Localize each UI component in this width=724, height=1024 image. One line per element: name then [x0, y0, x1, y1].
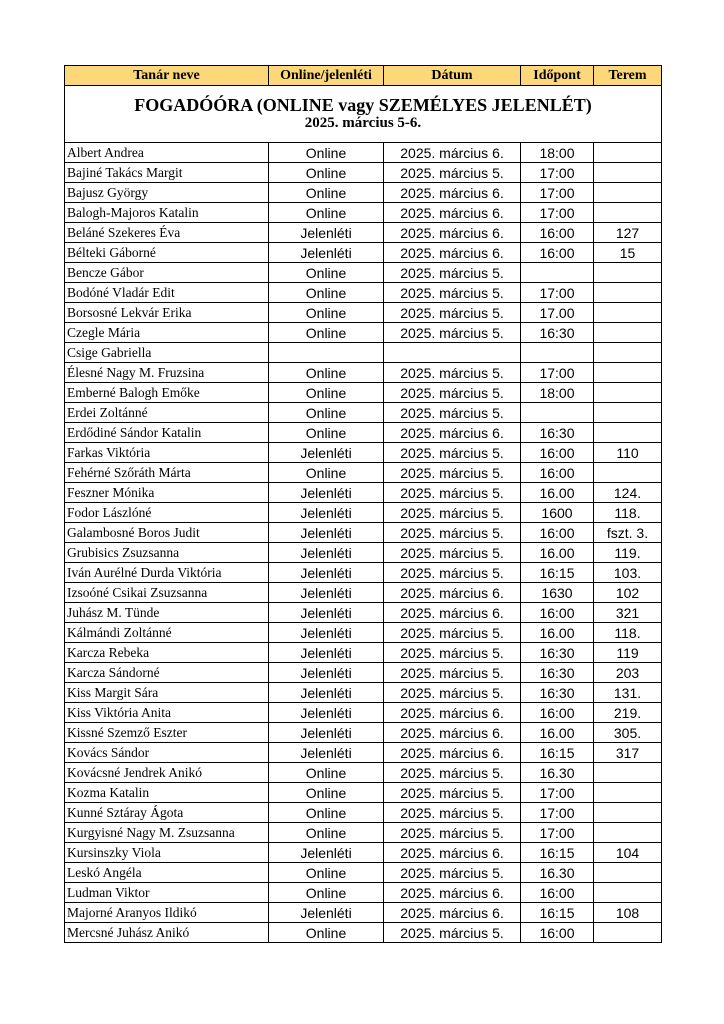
document-title: FOGADÓÓRA (ONLINE vagy SZEMÉLYES JELENLÉT): [134, 95, 592, 115]
table-row: [65, 163, 662, 183]
table-row: [65, 723, 662, 743]
time-cell: [521, 263, 594, 283]
table-row: [65, 743, 662, 763]
time-cell: 17:00: [521, 823, 594, 843]
room-cell: 102: [594, 583, 662, 603]
table-row: [65, 543, 662, 563]
time-cell: 17:00: [521, 803, 594, 823]
room-cell: 124.: [594, 483, 662, 503]
mode-cell: Online: [269, 203, 384, 223]
teacher-name-cell: Bencze Gábor: [65, 263, 269, 283]
time-cell: 17:00: [521, 203, 594, 223]
time-cell: [521, 343, 594, 363]
date-cell: 2025. március 5.: [384, 623, 521, 643]
time-cell: 16:00: [521, 243, 594, 263]
room-cell: [594, 343, 662, 363]
teacher-name-cell: Bélteki Gáborné: [65, 243, 269, 263]
mode-cell: Online: [269, 303, 384, 323]
date-cell: 2025. március 6.: [384, 883, 521, 903]
time-cell: 16.30: [521, 863, 594, 883]
teacher-name-cell: Fodor Lászlóné: [65, 503, 269, 523]
mode-cell: Jelenléti: [269, 523, 384, 543]
time-cell: 16:00: [521, 603, 594, 623]
mode-cell: Online: [269, 783, 384, 803]
date-cell: 2025. március 5.: [384, 763, 521, 783]
mode-cell: Jelenléti: [269, 683, 384, 703]
date-cell: 2025. március 5.: [384, 483, 521, 503]
time-cell: 16:15: [521, 563, 594, 583]
room-cell: [594, 803, 662, 823]
table-row: [65, 603, 662, 623]
date-cell: 2025. március 6.: [384, 583, 521, 603]
date-cell: 2025. március 5.: [384, 263, 521, 283]
room-cell: 305.: [594, 723, 662, 743]
table-row: [65, 183, 662, 203]
teacher-name-cell: Kovácsné Jendrek Anikó: [65, 763, 269, 783]
table-row: [65, 423, 662, 443]
teacher-name-cell: Bajiné Takács Margit: [65, 163, 269, 183]
mode-cell: Jelenléti: [269, 903, 384, 923]
room-cell: 119: [594, 643, 662, 663]
header-time: Időpont: [521, 66, 594, 86]
date-cell: 2025. március 5.: [384, 503, 521, 523]
room-cell: 203: [594, 663, 662, 683]
time-cell: 16:15: [521, 843, 594, 863]
room-cell: [594, 383, 662, 403]
mode-cell: Online: [269, 823, 384, 843]
teacher-name-cell: Borsosné Lekvár Erika: [65, 303, 269, 323]
teacher-name-cell: Kurgyisné Nagy M. Zsuzsanna: [65, 823, 269, 843]
time-cell: 16:30: [521, 683, 594, 703]
table-row: [65, 803, 662, 823]
room-cell: 118.: [594, 503, 662, 523]
mode-cell: Online: [269, 263, 384, 283]
time-cell: 16:30: [521, 323, 594, 343]
table-row: [65, 443, 662, 463]
room-cell: [594, 283, 662, 303]
table-row: [65, 683, 662, 703]
mode-cell: Online: [269, 923, 384, 943]
date-cell: 2025. március 6.: [384, 223, 521, 243]
date-cell: 2025. március 5.: [384, 363, 521, 383]
room-cell: 219.: [594, 703, 662, 723]
table-body: [65, 143, 662, 943]
table-row: [65, 523, 662, 543]
table-row: [65, 823, 662, 843]
table-row: [65, 403, 662, 423]
mode-cell: Online: [269, 363, 384, 383]
room-cell: [594, 883, 662, 903]
mode-cell: Jelenléti: [269, 563, 384, 583]
mode-cell: Jelenléti: [269, 583, 384, 603]
room-cell: 103.: [594, 563, 662, 583]
teacher-name-cell: Kursinszky Viola: [65, 843, 269, 863]
teacher-name-cell: Feszner Mónika: [65, 483, 269, 503]
mode-cell: Jelenléti: [269, 603, 384, 623]
room-cell: 131.: [594, 683, 662, 703]
date-cell: 2025. március 5.: [384, 563, 521, 583]
room-cell: [594, 403, 662, 423]
table-row: [65, 283, 662, 303]
time-cell: 17:00: [521, 183, 594, 203]
table-row: [65, 923, 662, 943]
mode-cell: Online: [269, 863, 384, 883]
date-cell: 2025. március 6.: [384, 843, 521, 863]
teacher-name-cell: Élesné Nagy M. Fruzsina: [65, 363, 269, 383]
time-cell: 17.00: [521, 303, 594, 323]
time-cell: 16.00: [521, 623, 594, 643]
table-row: [65, 143, 662, 163]
mode-cell: Jelenléti: [269, 703, 384, 723]
date-cell: 2025. március 6.: [384, 723, 521, 743]
table-row: [65, 563, 662, 583]
mode-cell: Jelenléti: [269, 483, 384, 503]
time-cell: [521, 403, 594, 423]
title-row: [65, 86, 662, 143]
date-cell: 2025. március 5.: [384, 403, 521, 423]
date-cell: 2025. március 5.: [384, 823, 521, 843]
mode-cell: Jelenléti: [269, 743, 384, 763]
teacher-name-cell: Albert Andrea: [65, 143, 269, 163]
time-cell: 18:00: [521, 143, 594, 163]
teacher-name-cell: Emberné Balogh Emőke: [65, 383, 269, 403]
date-cell: 2025. március 6.: [384, 903, 521, 923]
room-cell: [594, 323, 662, 343]
table-row: [65, 343, 662, 363]
teacher-name-cell: Czegle Mária: [65, 323, 269, 343]
mode-cell: Online: [269, 323, 384, 343]
mode-cell: Jelenléti: [269, 223, 384, 243]
room-cell: [594, 363, 662, 383]
date-cell: 2025. március 5.: [384, 443, 521, 463]
room-cell: 104: [594, 843, 662, 863]
teacher-name-cell: Mercsné Juhász Anikó: [65, 923, 269, 943]
date-cell: 2025. március 6.: [384, 703, 521, 723]
date-cell: 2025. március 5.: [384, 923, 521, 943]
mode-cell: Online: [269, 283, 384, 303]
room-cell: 127: [594, 223, 662, 243]
room-cell: [594, 763, 662, 783]
teacher-name-cell: Kiss Margit Sára: [65, 683, 269, 703]
mode-cell: Jelenléti: [269, 503, 384, 523]
time-cell: 16:00: [521, 703, 594, 723]
teacher-name-cell: Kozma Katalin: [65, 783, 269, 803]
room-cell: [594, 783, 662, 803]
table-row: [65, 883, 662, 903]
room-cell: 119.: [594, 543, 662, 563]
table-row: [65, 323, 662, 343]
table-row: [65, 623, 662, 643]
room-cell: [594, 463, 662, 483]
teacher-name-cell: Beláné Szekeres Éva: [65, 223, 269, 243]
mode-cell: Online: [269, 463, 384, 483]
table-row: [65, 783, 662, 803]
header-teacher-name: Tanár neve: [65, 66, 269, 86]
time-cell: 16.00: [521, 543, 594, 563]
time-cell: 17:00: [521, 283, 594, 303]
teacher-name-cell: Juhász M. Tünde: [65, 603, 269, 623]
mode-cell: Online: [269, 383, 384, 403]
teacher-name-cell: Csige Gabriella: [65, 343, 269, 363]
mode-cell: Online: [269, 803, 384, 823]
mode-cell: Jelenléti: [269, 243, 384, 263]
room-cell: 321: [594, 603, 662, 623]
date-cell: 2025. március 5.: [384, 663, 521, 683]
table-row: [65, 763, 662, 783]
room-cell: [594, 823, 662, 843]
date-cell: 2025. március 6.: [384, 183, 521, 203]
header-row: [65, 66, 662, 86]
date-cell: 2025. március 5.: [384, 283, 521, 303]
date-cell: [384, 343, 521, 363]
date-cell: 2025. március 5.: [384, 383, 521, 403]
teacher-name-cell: Balogh-Majoros Katalin: [65, 203, 269, 223]
time-cell: 16:00: [521, 443, 594, 463]
teacher-name-cell: Iván Aurélné Durda Viktória: [65, 563, 269, 583]
time-cell: 16:00: [521, 463, 594, 483]
teacher-name-cell: Farkas Viktória: [65, 443, 269, 463]
room-cell: [594, 163, 662, 183]
room-cell: [594, 263, 662, 283]
title-cell: [65, 86, 662, 143]
room-cell: [594, 863, 662, 883]
teacher-name-cell: Erdődiné Sándor Katalin: [65, 423, 269, 443]
time-cell: 18:00: [521, 383, 594, 403]
mode-cell: Online: [269, 183, 384, 203]
header-mode: Online/jelenléti: [269, 66, 384, 86]
room-cell: 108: [594, 903, 662, 923]
room-cell: 110: [594, 443, 662, 463]
date-cell: 2025. március 6.: [384, 203, 521, 223]
time-cell: 17:00: [521, 783, 594, 803]
time-cell: 16:00: [521, 223, 594, 243]
mode-cell: [269, 343, 384, 363]
time-cell: 16:15: [521, 903, 594, 923]
table-row: [65, 223, 662, 243]
header-room: Terem: [594, 66, 662, 86]
teacher-name-cell: Leskó Angéla: [65, 863, 269, 883]
teacher-name-cell: Fehérné Szőráth Márta: [65, 463, 269, 483]
table-row: [65, 263, 662, 283]
teacher-name-cell: Ludman Viktor: [65, 883, 269, 903]
room-cell: 15: [594, 243, 662, 263]
teacher-name-cell: Kálmándi Zoltánné: [65, 623, 269, 643]
room-cell: 118.: [594, 623, 662, 643]
mode-cell: Online: [269, 423, 384, 443]
table-row: [65, 583, 662, 603]
date-cell: 2025. március 5.: [384, 803, 521, 823]
date-cell: 2025. március 5.: [384, 463, 521, 483]
teacher-name-cell: Bajusz György: [65, 183, 269, 203]
table-row: [65, 843, 662, 863]
date-cell: 2025. március 5.: [384, 303, 521, 323]
teacher-name-cell: Kiss Viktória Anita: [65, 703, 269, 723]
date-cell: 2025. március 6.: [384, 143, 521, 163]
teacher-name-cell: Bodóné Vladár Edit: [65, 283, 269, 303]
table-row: [65, 303, 662, 323]
teacher-name-cell: Majorné Aranyos Ildikó: [65, 903, 269, 923]
table-row: [65, 363, 662, 383]
room-cell: [594, 303, 662, 323]
date-cell: 2025. március 5.: [384, 323, 521, 343]
date-cell: 2025. március 6.: [384, 243, 521, 263]
teacher-name-cell: Kovács Sándor: [65, 743, 269, 763]
mode-cell: Online: [269, 883, 384, 903]
time-cell: 17:00: [521, 363, 594, 383]
time-cell: 17:00: [521, 163, 594, 183]
document-subtitle: 2025. március 5-6.: [304, 115, 422, 131]
time-cell: 16.00: [521, 723, 594, 743]
teacher-name-cell: Erdei Zoltánné: [65, 403, 269, 423]
date-cell: 2025. március 6.: [384, 423, 521, 443]
date-cell: 2025. március 5.: [384, 863, 521, 883]
table-row: [65, 383, 662, 403]
mode-cell: Online: [269, 763, 384, 783]
room-cell: [594, 203, 662, 223]
date-cell: 2025. március 5.: [384, 523, 521, 543]
time-cell: 16:30: [521, 643, 594, 663]
room-cell: [594, 143, 662, 163]
time-cell: 16:00: [521, 923, 594, 943]
date-cell: 2025. március 5.: [384, 543, 521, 563]
mode-cell: Jelenléti: [269, 663, 384, 683]
time-cell: 16:15: [521, 743, 594, 763]
room-cell: fszt. 3.: [594, 523, 662, 543]
mode-cell: Jelenléti: [269, 623, 384, 643]
time-cell: 16:30: [521, 663, 594, 683]
teacher-name-cell: Karcza Rebeka: [65, 643, 269, 663]
date-cell: 2025. március 5.: [384, 163, 521, 183]
time-cell: 16:30: [521, 423, 594, 443]
mode-cell: Online: [269, 403, 384, 423]
teacher-name-cell: Grubisics Zsuzsanna: [65, 543, 269, 563]
teacher-name-cell: Izsoóné Csikai Zsuzsanna: [65, 583, 269, 603]
room-cell: [594, 183, 662, 203]
table-row: [65, 903, 662, 923]
time-cell: 1600: [521, 503, 594, 523]
date-cell: 2025. március 5.: [384, 683, 521, 703]
table-row: [65, 483, 662, 503]
teacher-name-cell: Galambosné Boros Judit: [65, 523, 269, 543]
teacher-name-cell: Kissné Szemző Eszter: [65, 723, 269, 743]
table-row: [65, 703, 662, 723]
mode-cell: Jelenléti: [269, 643, 384, 663]
time-cell: 16:00: [521, 883, 594, 903]
mode-cell: Jelenléti: [269, 843, 384, 863]
table-row: [65, 463, 662, 483]
mode-cell: Jelenléti: [269, 723, 384, 743]
table-row: [65, 863, 662, 883]
room-cell: 317: [594, 743, 662, 763]
mode-cell: Jelenléti: [269, 443, 384, 463]
date-cell: 2025. március 5.: [384, 643, 521, 663]
date-cell: 2025. március 6.: [384, 603, 521, 623]
table-row: [65, 643, 662, 663]
mode-cell: Jelenléti: [269, 543, 384, 563]
table-row: [65, 663, 662, 683]
table-row: [65, 503, 662, 523]
time-cell: 16:00: [521, 523, 594, 543]
room-cell: [594, 423, 662, 443]
table-row: [65, 243, 662, 263]
time-cell: 1630: [521, 583, 594, 603]
teacher-name-cell: Kunné Sztáray Ágota: [65, 803, 269, 823]
date-cell: 2025. március 5.: [384, 783, 521, 803]
time-cell: 16.00: [521, 483, 594, 503]
reception-hours-table: [64, 65, 662, 943]
mode-cell: Online: [269, 163, 384, 183]
table-row: [65, 203, 662, 223]
room-cell: [594, 923, 662, 943]
teacher-name-cell: Karcza Sándorné: [65, 663, 269, 683]
mode-cell: Online: [269, 143, 384, 163]
header-date: Dátum: [384, 66, 521, 86]
time-cell: 16.30: [521, 763, 594, 783]
date-cell: 2025. március 6.: [384, 743, 521, 763]
